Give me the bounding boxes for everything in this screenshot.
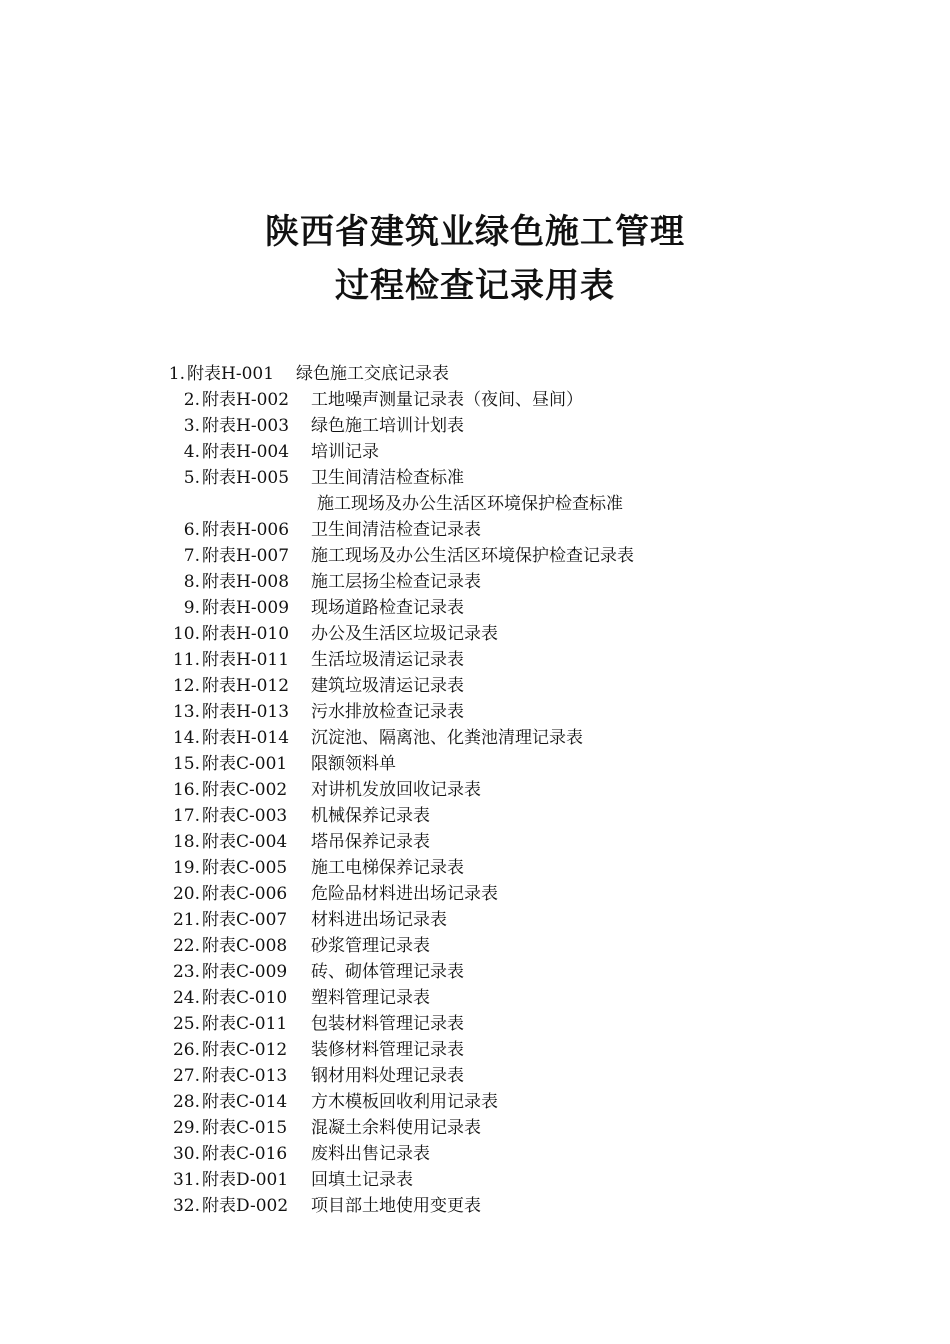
toc-item bbox=[0, 517, 950, 543]
toc-item-title: 污水排放检查记录表 bbox=[311, 702, 464, 722]
toc-item-number: 21. bbox=[172, 910, 200, 930]
toc-item-code: 附表C-013 bbox=[202, 1066, 288, 1086]
toc-item-title: 施工层扬尘检查记录表 bbox=[311, 572, 481, 592]
toc-item-code: 附表C-014 bbox=[202, 1092, 288, 1112]
toc-item-code: 附表H-003 bbox=[202, 416, 290, 436]
toc-item-number: 8. bbox=[183, 572, 200, 592]
toc-item-code: 附表H-006 bbox=[202, 520, 290, 540]
toc-item-code: 附表D-001 bbox=[202, 1170, 289, 1190]
toc-item-code: 附表H-013 bbox=[202, 702, 290, 722]
toc-item-title: 施工现场及办公生活区环境保护检查记录表 bbox=[311, 546, 634, 566]
toc-item-number: 17. bbox=[172, 806, 200, 826]
toc-item-number: 24. bbox=[172, 988, 200, 1008]
toc-item-number: 20. bbox=[172, 884, 200, 904]
toc-item-number: 6. bbox=[183, 520, 200, 540]
toc-item-number: 2. bbox=[183, 390, 200, 410]
toc-item-title: 建筑垃圾清运记录表 bbox=[311, 676, 464, 696]
toc-item-number: 25. bbox=[172, 1014, 200, 1034]
toc-item-number: 1. bbox=[168, 364, 185, 384]
toc-item-title: 对讲机发放回收记录表 bbox=[311, 780, 481, 800]
toc-item-title: 工地噪声测量记录表（夜间、昼间） bbox=[311, 390, 583, 410]
toc-item-title: 塑料管理记录表 bbox=[311, 988, 430, 1008]
toc-item bbox=[0, 413, 950, 439]
toc-item bbox=[0, 595, 950, 621]
toc-item-code: 附表C-009 bbox=[202, 962, 288, 982]
toc-item-number: 30. bbox=[172, 1144, 200, 1164]
toc-item bbox=[0, 959, 950, 985]
toc-item-code: 附表H-008 bbox=[202, 572, 290, 592]
toc-item-code: 附表H-004 bbox=[202, 442, 290, 462]
toc-item bbox=[0, 465, 950, 491]
toc-item-title: 施工现场及办公生活区环境保护检查标准 bbox=[317, 494, 623, 514]
toc-item bbox=[0, 907, 950, 933]
toc-item bbox=[0, 777, 950, 803]
toc-item-code: 附表H-001 bbox=[187, 364, 275, 384]
toc-item-number: 15. bbox=[172, 754, 200, 774]
toc-item bbox=[0, 361, 950, 387]
table-of-contents bbox=[0, 361, 950, 1219]
toc-item-number: 13. bbox=[172, 702, 200, 722]
toc-item-code: 附表H-011 bbox=[202, 650, 290, 670]
toc-item-code: 附表C-005 bbox=[202, 858, 288, 878]
document-title-line2: 过程检查记录用表 bbox=[335, 266, 615, 306]
toc-item bbox=[0, 803, 950, 829]
toc-item-code: 附表C-010 bbox=[202, 988, 288, 1008]
toc-item-code: 附表H-007 bbox=[202, 546, 290, 566]
toc-item-code: 附表H-009 bbox=[202, 598, 290, 618]
toc-item-code: 附表C-015 bbox=[202, 1118, 288, 1138]
toc-item-title: 办公及生活区垃圾记录表 bbox=[311, 624, 498, 644]
toc-item-number: 16. bbox=[172, 780, 200, 800]
toc-item bbox=[0, 1089, 950, 1115]
toc-item-code: 附表H-010 bbox=[202, 624, 290, 644]
document-title-line1: 陕西省建筑业绿色施工管理 bbox=[265, 212, 685, 252]
toc-item-title: 卫生间清洁检查标准 bbox=[311, 468, 464, 488]
toc-item-number: 18. bbox=[172, 832, 200, 852]
toc-item-code: 附表C-007 bbox=[202, 910, 288, 930]
toc-item-number: 27. bbox=[172, 1066, 200, 1086]
toc-item-number: 5. bbox=[183, 468, 200, 488]
toc-item-title: 沉淀池、隔离池、化粪池清理记录表 bbox=[311, 728, 583, 748]
toc-item-title: 绿色施工交底记录表 bbox=[296, 364, 449, 384]
toc-item-title: 培训记录 bbox=[311, 442, 379, 462]
toc-item bbox=[0, 699, 950, 725]
toc-item-title: 混凝土余料使用记录表 bbox=[311, 1118, 481, 1138]
toc-item-code: 附表H-002 bbox=[202, 390, 290, 410]
toc-item bbox=[0, 1141, 950, 1167]
toc-item-title: 砂浆管理记录表 bbox=[311, 936, 430, 956]
toc-item-number: 7. bbox=[183, 546, 200, 566]
toc-item-title: 项目部土地使用变更表 bbox=[311, 1196, 481, 1216]
toc-item-title: 废料出售记录表 bbox=[311, 1144, 430, 1164]
toc-item-code: 附表H-012 bbox=[202, 676, 290, 696]
toc-item-code: 附表C-002 bbox=[202, 780, 288, 800]
toc-item-title: 砖、砌体管理记录表 bbox=[311, 962, 464, 982]
toc-item bbox=[0, 1115, 950, 1141]
toc-item bbox=[0, 1167, 950, 1193]
toc-item-title: 包装材料管理记录表 bbox=[311, 1014, 464, 1034]
toc-item-code: 附表C-004 bbox=[202, 832, 288, 852]
toc-item bbox=[0, 387, 950, 413]
toc-item-title: 危险品材料进出场记录表 bbox=[311, 884, 498, 904]
toc-item-title: 装修材料管理记录表 bbox=[311, 1040, 464, 1060]
toc-item-number: 26. bbox=[172, 1040, 200, 1060]
toc-item-title: 生活垃圾清运记录表 bbox=[311, 650, 464, 670]
toc-item bbox=[0, 855, 950, 881]
toc-item-title: 方木模板回收利用记录表 bbox=[311, 1092, 498, 1112]
toc-item-title: 卫生间清洁检查记录表 bbox=[311, 520, 481, 540]
toc-item-title: 塔吊保养记录表 bbox=[311, 832, 430, 852]
toc-item bbox=[0, 1063, 950, 1089]
toc-item-number: 29. bbox=[172, 1118, 200, 1138]
toc-item-number: 4. bbox=[183, 442, 200, 462]
toc-item-title: 材料进出场记录表 bbox=[311, 910, 447, 930]
toc-item-number: 14. bbox=[172, 728, 200, 748]
toc-item bbox=[0, 673, 950, 699]
toc-item bbox=[0, 543, 950, 569]
toc-item-number: 10. bbox=[172, 624, 200, 644]
toc-item bbox=[0, 751, 950, 777]
toc-item-code: 附表C-008 bbox=[202, 936, 288, 956]
toc-item bbox=[0, 933, 950, 959]
toc-item-title: 限额领料单 bbox=[311, 754, 396, 774]
toc-item bbox=[0, 829, 950, 855]
toc-item-number: 12. bbox=[172, 676, 200, 696]
toc-item-number: 28. bbox=[172, 1092, 200, 1112]
toc-item-number: 22. bbox=[172, 936, 200, 956]
toc-item-code: 附表H-005 bbox=[202, 468, 290, 488]
toc-item-code: 附表C-006 bbox=[202, 884, 288, 904]
toc-item-code: 附表C-011 bbox=[202, 1014, 288, 1034]
toc-item-code: 附表C-001 bbox=[202, 754, 288, 774]
toc-item bbox=[0, 985, 950, 1011]
toc-item-number: 3. bbox=[183, 416, 200, 436]
toc-item-number: 9. bbox=[183, 598, 200, 618]
toc-item-number: 19. bbox=[172, 858, 200, 878]
toc-item-title: 施工电梯保养记录表 bbox=[311, 858, 464, 878]
toc-item-number: 23. bbox=[172, 962, 200, 982]
toc-item-title: 机械保养记录表 bbox=[311, 806, 430, 826]
toc-item-title: 钢材用料处理记录表 bbox=[311, 1066, 464, 1086]
toc-item-number: 31. bbox=[172, 1170, 200, 1190]
toc-item bbox=[0, 439, 950, 465]
toc-item-number: 32. bbox=[172, 1196, 200, 1216]
toc-item-code: 附表H-014 bbox=[202, 728, 290, 748]
toc-item bbox=[0, 725, 950, 751]
toc-item bbox=[0, 1037, 950, 1063]
toc-item-code: 附表C-003 bbox=[202, 806, 288, 826]
toc-item-code: 附表D-002 bbox=[202, 1196, 289, 1216]
toc-item-number: 11. bbox=[172, 650, 200, 670]
toc-item-title: 回填土记录表 bbox=[311, 1170, 413, 1190]
toc-item bbox=[0, 881, 950, 907]
toc-item bbox=[0, 621, 950, 647]
toc-item bbox=[0, 1193, 950, 1219]
toc-item-title: 现场道路检查记录表 bbox=[311, 598, 464, 618]
toc-item bbox=[0, 569, 950, 595]
toc-item-code: 附表C-016 bbox=[202, 1144, 288, 1164]
toc-item-code: 附表C-012 bbox=[202, 1040, 288, 1060]
toc-item bbox=[0, 491, 950, 517]
toc-item-title: 绿色施工培训计划表 bbox=[311, 416, 464, 436]
toc-item bbox=[0, 1011, 950, 1037]
toc-item bbox=[0, 647, 950, 673]
